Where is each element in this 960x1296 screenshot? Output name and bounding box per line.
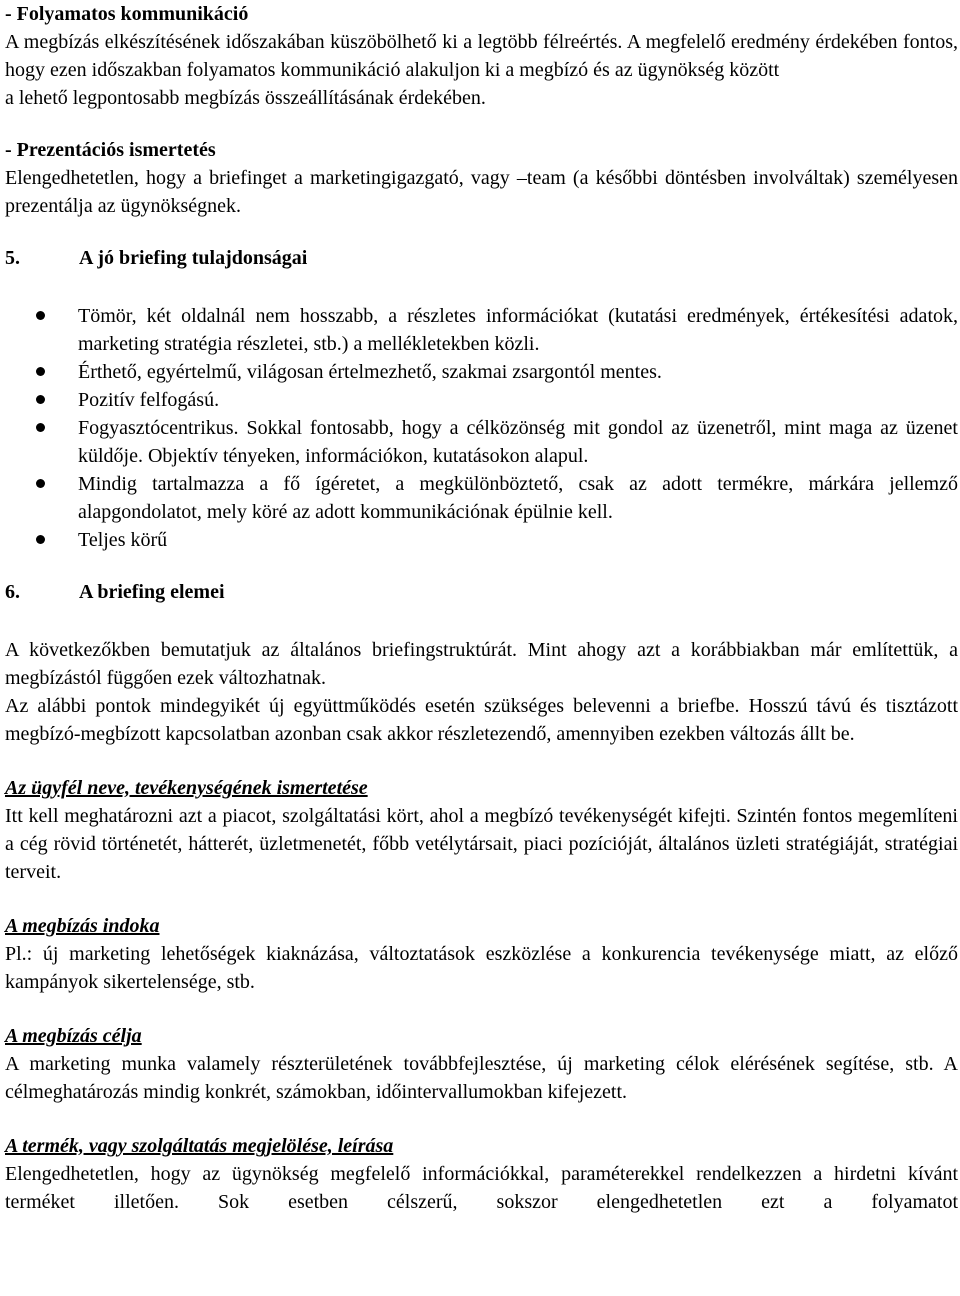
paragraph-termek: Elengedhetetlen, hogy az ügynökség megfelelő információkkal, paraméterekkel rendelkezzen a hirdetni kívánt terméket illetően. Sok esetben célszerű, sokszor elengedhetetlen ezt a folyamatot (5, 1163, 958, 1213)
bullet-icon (36, 423, 45, 432)
paragraph-kommunikacio-1: A megbízás elkészítésének időszakában küszöbölhető ki a legtöbb félreértés. A megfelelő eredmény érdekében fontos, hogy ezen időszakban folyamatos kommunikáció alakuljon ki a megbízó és az ügynökség között (5, 31, 958, 81)
subheading-termek: A termék, vagy szolgáltatás megjelölése, leírása (5, 1135, 394, 1157)
section-title-6: A briefing elemei (79, 581, 225, 603)
list-item: Teljes körű (5, 526, 958, 554)
bullet-icon (36, 395, 45, 404)
paragraph-elemei-1: A következőkben bemutatjuk az általános briefingstruktúrát. Mint ahogy azt a korábbiakban már említettük, a megbízástól függően ezek változhatnak. (5, 639, 958, 689)
section-title-prezentacio: - Prezentációs ismertetés (5, 139, 216, 161)
section-number-5: 5. (5, 247, 20, 269)
paragraph-kommunikacio-2: a lehető legpontosabb megbízás összeállításának érdekében. (5, 87, 486, 109)
bullet-icon (36, 535, 45, 544)
bullet-icon (36, 367, 45, 376)
list-item: Pozitív felfogású. (5, 386, 958, 414)
paragraph-elemei-2: Az alábbi pontok mindegyikét új együttműködés esetén szükséges belevenni a briefbe. Hosszú távú és tisztázott megbízó-megbízott kapcsolatban azonban csak akkor részletezendő, amennyiben ezekben változás állt be. (5, 695, 958, 745)
list-item: Érthető, egyértelmű, világosan értelmezhető, szakmai zsargontól mentes. (5, 358, 958, 386)
bullet-icon (36, 311, 45, 320)
section-number-6: 6. (5, 581, 20, 603)
section-heading-6 (5, 578, 958, 606)
paragraph-celja: A marketing munka valamely részterületének továbbfejlesztése, új marketing célok elérésének segítése, stb. A célmeghatározás mindig konkrét, számokban, időintervallumokban kifejezett. (5, 1053, 958, 1103)
bullet-icon (36, 479, 45, 488)
subheading-ugyfel: Az ügyfél neve, tevékenységének ismertetése (5, 777, 368, 799)
subheading-celja: A megbízás célja (5, 1025, 142, 1047)
bullet-list-tulajdonsagok (5, 302, 958, 554)
section-title-kommunikacio: - Folyamatos kommunikáció (5, 3, 249, 25)
list-item: Fogyasztócentrikus. Sokkal fontosabb, hogy a célközönség mit gondol az üzenetről, mint maga az üzenet küldője. Objektív tényeken, információkon, kutatásokon alapul. (5, 414, 958, 470)
paragraph-prezentacio: Elengedhetetlen, hogy a briefinget a marketingigazgató, vagy –team (a későbbi döntésben involváltak) személyesen prezentálja az ügynökségnek. (5, 167, 958, 217)
paragraph-ugyfel: Itt kell meghatározni azt a piacot, szolgáltatási kört, ahol a megbízó tevékenységét kifejti. Szintén fontos megemlíteni a cég rövid történetét, hátterét, üzletmenetét, főbb vetélytársait, piaci pozícióját, általános üzleti stratégiáját, stratégiai terveit. (5, 805, 958, 883)
section-heading-5 (5, 244, 958, 272)
paragraph-indoka: Pl.: új marketing lehetőségek kiaknázása, változtatások eszközlése a konkurencia tevékenysége miatt, az előző kampányok sikertelensége, stb. (5, 943, 958, 993)
list-item: Mindig tartalmazza a fő ígéretet, a megkülönböztető, csak az adott termékre, márkára jellemző alapgondolatot, mely köré az adott kommunikációnak épülnie kell. (5, 470, 958, 526)
section-title-5: A jó briefing tulajdonságai (79, 247, 308, 269)
subheading-indoka: A megbízás indoka (5, 915, 160, 937)
list-item: Tömör, két oldalnál nem hosszabb, a részletes információkat (kutatási eredmények, értékesítési adatok, marketing stratégia részletei, stb.) a mellékletekben közli. (5, 302, 958, 358)
